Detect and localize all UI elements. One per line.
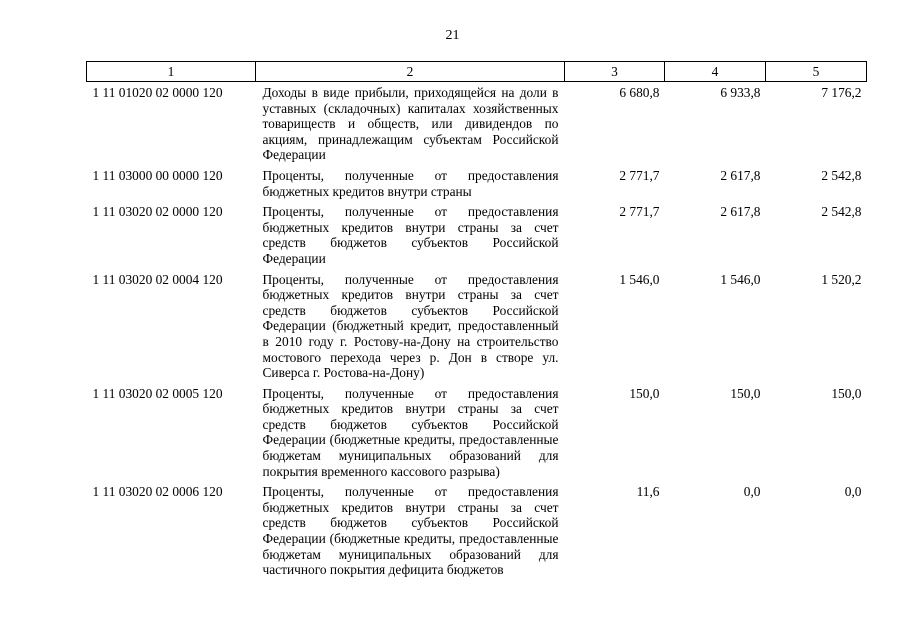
row-value-col5: 7 176,2	[821, 85, 862, 100]
row-code: 1 11 03000 00 0000 120	[92, 167, 223, 183]
row-value-col4: 2 617,8	[720, 204, 761, 220]
table-header	[87, 62, 867, 82]
row-code: 1 11 01020 02 0000 120	[92, 85, 223, 100]
row-code: 1 11 03020 02 0005 120	[92, 385, 223, 401]
row-value-col5: 150,0	[831, 385, 862, 401]
header-col-3: 3	[565, 62, 665, 82]
row-description: Проценты, полученные от предоставления бюджетных кредитов внутри страны за счет средств бюджетов субъектов Российской Федерации (бюджетные кредиты, предоставленные бюджетам муниципальных образований для частичного покрытия дефицита бюджетов	[262, 484, 559, 578]
row-value-col3: 1 546,0	[619, 271, 660, 287]
row-value-col4: 6 933,8	[720, 85, 761, 100]
row-code: 1 11 03020 02 0000 120	[92, 204, 223, 220]
header-col-4: 4	[665, 62, 766, 82]
row-value-col5: 2 542,8	[821, 167, 862, 183]
budget-revenue-table	[86, 61, 867, 583]
table-body	[87, 82, 867, 583]
row-value-col3: 11,6	[636, 484, 660, 500]
table-row	[87, 168, 867, 204]
row-value-col5: 0,0	[844, 484, 862, 500]
table-row	[87, 484, 867, 583]
row-value-col5: 1 520,2	[821, 271, 862, 287]
row-code: 1 11 03020 02 0006 120	[92, 484, 223, 500]
page-number: 21	[445, 28, 460, 43]
header-row	[87, 62, 867, 82]
row-code: 1 11 03020 02 0004 120	[92, 271, 223, 287]
header-col-5: 5	[766, 62, 867, 82]
row-value-col4: 1 546,0	[720, 271, 761, 287]
table-row	[87, 204, 867, 271]
row-description: Проценты, полученные от предоставления бюджетных кредитов внутри страны	[262, 167, 559, 199]
row-value-col3: 2 771,7	[619, 167, 660, 183]
row-value-col4: 2 617,8	[720, 167, 761, 183]
row-description: Проценты, полученные от предоставления бюджетных кредитов внутри страны за счет средств бюджетов субъектов Российской Федерации (бюджетный кредит, предоставленный в 2010 году г. Ростову-на-Дону на строительство мостового перехода через р. Дон в створе ул. Сиверса г. Ростова-на-Дону)	[262, 271, 559, 381]
table-row	[87, 82, 867, 168]
row-value-col4: 150,0	[730, 385, 761, 401]
header-col-1: 1	[87, 62, 256, 82]
row-value-col3: 2 771,7	[619, 204, 660, 220]
row-value-col5: 2 542,8	[821, 204, 862, 220]
row-description: Проценты, полученные от предоставления бюджетных кредитов внутри страны за счет средств бюджетов субъектов Российской Федерации (бюджетные кредиты, предоставленные бюджетам муниципальных образований для покрытия временного кассового разрыва)	[262, 385, 559, 479]
header-col-2: 2	[256, 62, 565, 82]
table-row	[87, 386, 867, 485]
row-value-col4: 0,0	[743, 484, 761, 500]
row-value-col3: 150,0	[629, 385, 660, 401]
row-description: Доходы в виде прибыли, приходящейся на доли в уставных (складочных) капиталах хозяйственных товариществ и обществ, или дивидендов по акциям, принадлежащим субъектам Российской Федерации	[262, 85, 559, 163]
row-value-col3: 6 680,8	[619, 85, 660, 100]
row-description: Проценты, полученные от предоставления бюджетных кредитов внутри страны за счет средств бюджетов субъектов Российской Федерации	[262, 204, 559, 266]
table-row	[87, 272, 867, 386]
